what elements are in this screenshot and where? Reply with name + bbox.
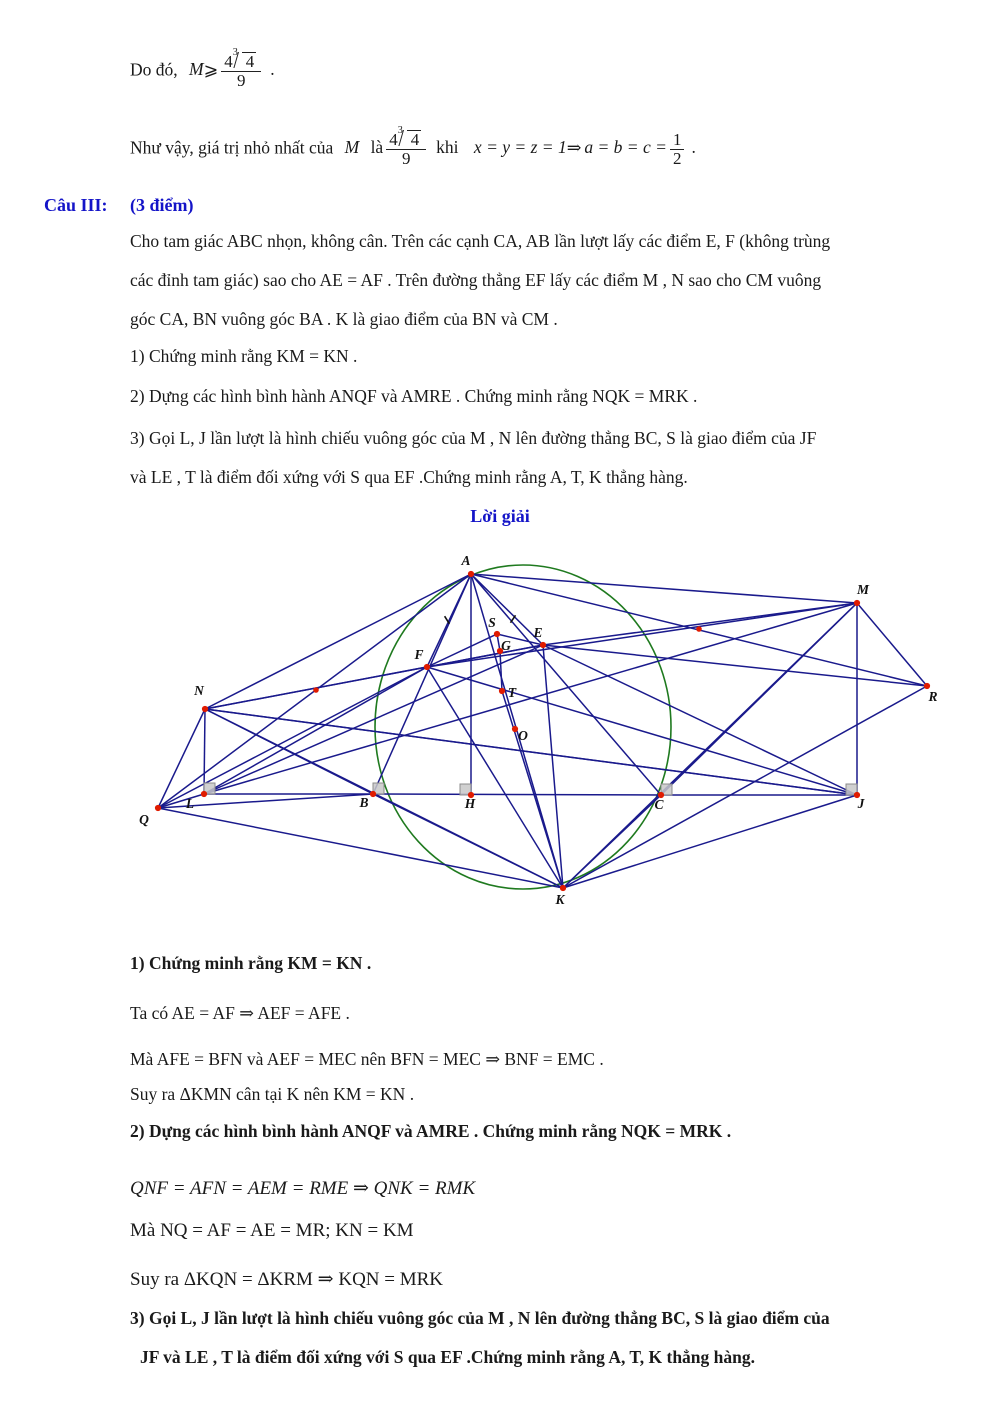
figure-label-G: G [501,638,511,653]
proof-1-title: 1) Chứng minh rằng KM = KN . [130,953,372,973]
segment-GT [500,651,502,691]
segment-ER [543,645,927,686]
intro-line2-prefix: Như vậy, giá trị nhỏ nhất của [130,137,334,158]
segment-AB [373,574,471,794]
question-body-line-1: Cho tam giác ABC nhọn, không cân. Trên các cạnh CA, AB lần lượt lấy các điểm E, F (không trùng [130,231,831,251]
figure-label-J: J [857,796,865,811]
intro-line1-prefix: Do đó, [130,59,178,80]
intro-line1-suffix: . [270,59,275,80]
proof-2-line-3: Suy ra ΔKQN = ΔKRM ⇒ KQN = MRK [130,1269,444,1290]
intro-line2-variable: M [344,137,360,158]
intro-line1-num-coef: 4 [224,52,233,71]
intro-line1-relation: ⩾ [203,59,219,80]
figure-label-F: F [414,647,424,662]
segment-FM [427,603,857,667]
segment-BC [373,794,661,795]
figure-label-C: C [654,797,664,812]
figure-label-S: S [488,615,496,630]
proof-2-line-1: QNF = AFN = AEM = RME ⇒ QNK = RMK [130,1178,476,1199]
segment-KJ [563,795,857,888]
figure-label-Q: Q [139,812,149,827]
intro-line2-fraction [386,125,426,168]
intro-line2-la: là [370,137,384,158]
figure-label-H: H [464,796,476,811]
figure-dot-2 [696,626,702,632]
intro-line2-arrow: ⇒ [566,137,582,158]
segment-TK [502,691,563,888]
question-points: (3 điểm) [130,195,194,215]
segment-EJ [543,645,857,795]
figure-point-E [540,642,546,648]
segment-NE [205,645,543,709]
segment-NK [205,709,563,888]
intro-line1-den: 9 [237,70,246,90]
figure-label-L: L [185,796,195,811]
figure-point-B [370,791,376,797]
segment-JF [427,667,857,795]
intro-line2-khi: khi [436,137,459,158]
figure-point-L [201,791,207,797]
segment-NL [204,709,205,794]
intro-line2-suffix: . [691,137,696,158]
intro-line2-result-fraction: $\frac{1}{2}$ [670,131,684,168]
question-part-2: 2) Dựng các hình bình hành ANQF và AMRE . Chứng minh rằng NQK = MRK . [130,386,698,406]
figure-point-M [854,600,860,606]
figure-point-K [560,885,566,891]
figure-label-T: T [507,685,517,700]
proof-3-line-1: 3) Gọi L, J lần lượt là hình chiếu vuông góc của M , N lên đường thẳng BC, S là giao điểm của [130,1308,830,1328]
cube-root-icon: 3 4 [232,47,255,71]
intro-line2-den: 9 [401,148,411,168]
proof-3-line-2: JF và LE , T là điểm đối xứng với S qua EF .Chứng minh rằng A, T, K thẳng hàng. [140,1347,756,1367]
figure-point-S [494,631,500,637]
figure-label-R: R [928,689,938,704]
figure-point-N [202,706,208,712]
segment-AC [471,574,661,795]
question-body-line-2: các đỉnh tam giác) sao cho AE = AF . Trên đường thẳng EF lấy các điểm M , N sao cho CM vuông [130,270,822,290]
segment-AF [427,574,471,667]
figure-point-A [468,571,474,577]
intro-line2-condition: x = y = z = 1 [473,137,567,158]
segment-NJ [205,709,857,795]
intro-line2-num-coef: 4 [389,130,398,149]
proof-1-line-2: Mà AFE = BFN và AEF = MEC nên BFN = MEC ⇒ BNF = EMC . [130,1049,604,1069]
question-part-3-line-1: 3) Gọi L, J lần lượt là hình chiếu vuông góc của M , N lên đường thẳng BC, S là giao điểm của JF [130,428,817,448]
intro-line-2 [130,125,696,168]
proof-2-title: 2) Dựng các hình bình hành ANQF và AMRE . Chứng minh rằng NQK = MRK . [130,1121,732,1141]
segment-AN [205,574,471,709]
proof-1-line-3: Suy ra ΔKMN cân tại K nên KM = KN . [130,1084,415,1104]
figure-label-E: E [533,625,543,640]
figure-dot-1 [313,687,319,693]
figure-label-K: K [555,892,565,907]
segment-MR [857,603,927,686]
cube-root-icon: 3 4 [397,125,420,149]
intro-line1-fraction [221,47,261,90]
question-body-line-3: góc CA, BN vuông góc BA . K là giao điểm của BN và CM . [130,309,558,329]
intro-line2-result: a = b = c = [584,137,667,158]
figure-label-M: M [856,582,870,597]
proof-1-line-1: Ta có AE = AF ⇒ AEF = AFE . [130,1003,350,1023]
segment-NQ [158,709,205,808]
geometry-figure-svg [0,540,1000,930]
figure-label-A: A [461,553,471,568]
intro-line1-variable: M [189,59,204,80]
solution-heading: Lời giải [470,506,530,526]
figure-label-O: O [518,728,528,743]
figure-label-N: N [194,683,204,698]
question-label: Câu III: [44,195,108,215]
figure-point-Q [155,805,161,811]
figure-point-T [499,688,505,694]
segment-LF [204,667,427,794]
figure-label-B: B [359,795,369,810]
proof-2-line-2: Mà NQ = AF = AE = MR; KN = KM [130,1220,414,1241]
question-part-3-line-2: và LE , T là điểm đối xứng với S qua EF .Chứng minh rằng A, T, K thẳng hàng. [130,467,688,487]
segment-KR [563,686,927,888]
geometry-figure [0,540,1000,930]
segment-QK [158,808,563,888]
question-part-1: 1) Chứng minh rằng KM = KN . [130,346,358,366]
intro-line-1 [130,47,275,90]
figure-point-F [424,664,430,670]
